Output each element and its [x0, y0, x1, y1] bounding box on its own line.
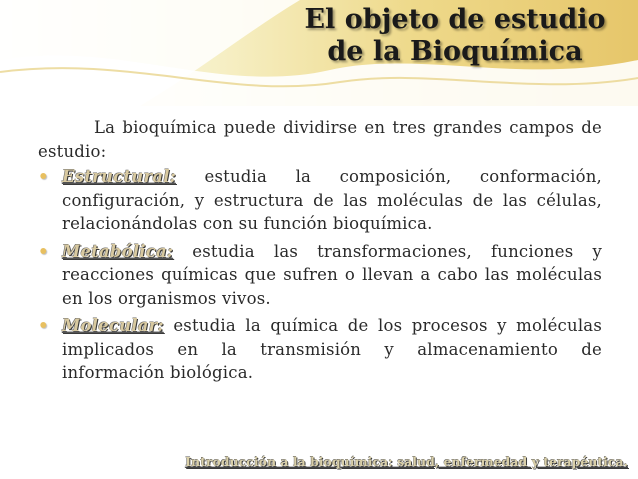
term-molecular: Molecular:	[62, 316, 164, 335]
description-molecular: estudia la química de los procesos y moléculas implicados en la transmisión y almacenamiento de información biológica.	[62, 316, 602, 382]
list-item-molecular	[38, 314, 602, 385]
list-item-metabolic	[38, 240, 602, 311]
slide-body	[38, 116, 602, 389]
page-title	[290, 4, 620, 68]
title-line-1: El objeto de estudio	[304, 4, 606, 35]
footer-caption: Introducción a la bioquímica: salud, enfermedad y terapéutica.	[185, 454, 628, 469]
description-structural: estudia la composición, conformación, configuración, y estructura de las moléculas de las células, relacionándolas con su función bioquímica.	[62, 167, 602, 233]
term-structural: Estructural:	[62, 167, 176, 186]
description-metabolic: estudia las transformaciones, funciones y reacciones químicas que sufren o llevan a cabo las moléculas en los organismos vivos.	[62, 241, 602, 308]
fields-list	[38, 165, 602, 385]
intro-paragraph: La bioquímica puede dividirse en tres grandes campos de estudio:	[38, 118, 602, 161]
title-banner	[0, 0, 638, 106]
bullet-dot: •	[38, 167, 49, 186]
bullet-dot: •	[38, 316, 49, 335]
list-item-structural	[38, 165, 602, 236]
bullet-dot: •	[38, 241, 49, 261]
term-metabolic: Metabólica:	[62, 241, 174, 261]
title-line-2: de la Bioquímica	[327, 36, 583, 67]
